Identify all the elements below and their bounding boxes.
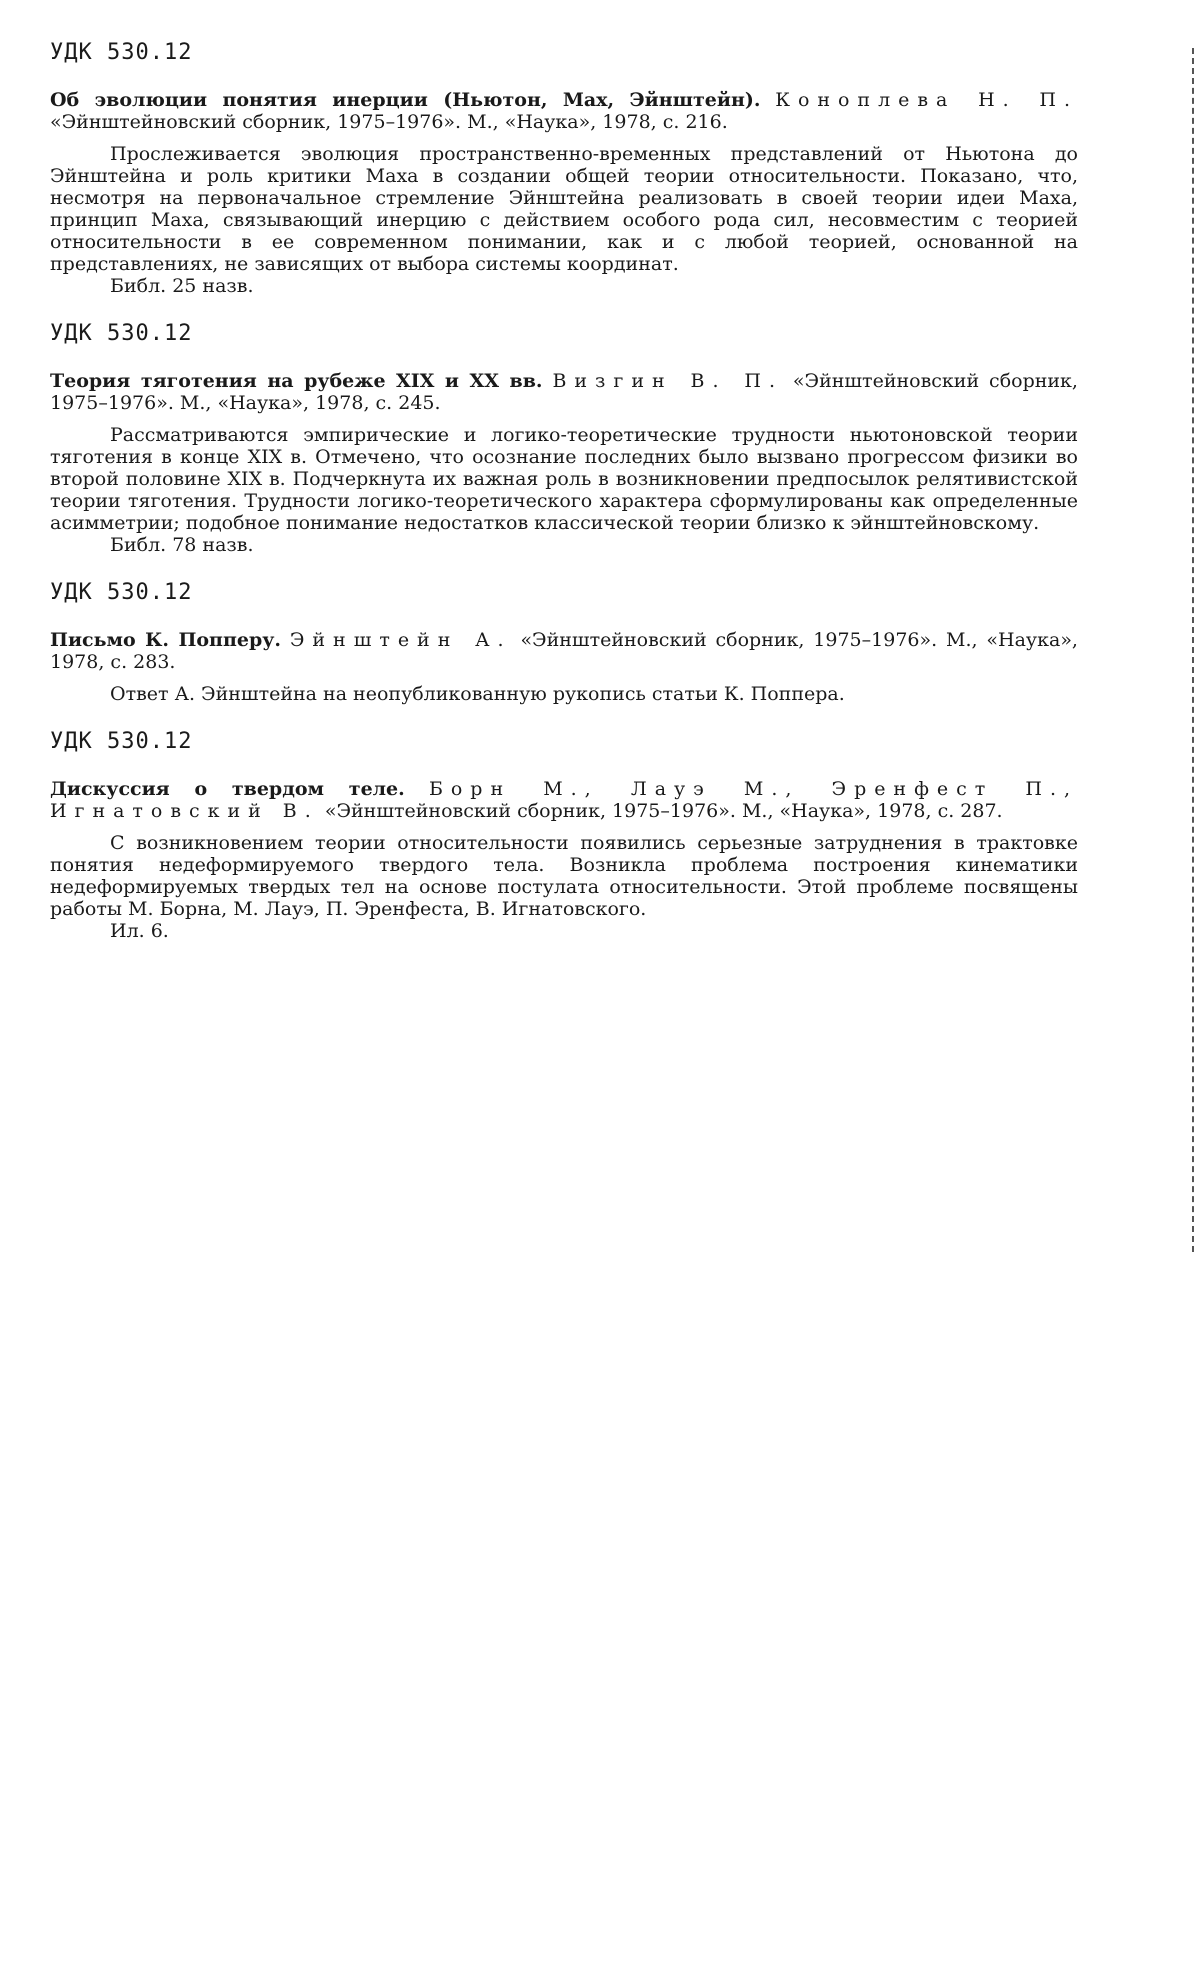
bibliography-note: Библ. 78 назв. [110,534,254,556]
article-authors: Борн М., Лауэ М., Эренфест П., Игнатовский В. [50,778,1078,822]
abstract-card [50,321,1078,556]
bibliography-note: Библ. 25 назв. [110,275,254,297]
abstract-text: Рассматриваются эмпирические и логико-теоретические трудности ньютоновской теории тяготения в конце XIX в. Отмечено, что осознание последних было вызвано прогрессом физики во второй половине XIX в. Подчеркнута их важная роль в возникновении предпосылок релятивистской теории тяготения. Трудности логико-теоретического характера сформулированы как определенные асимметрии; подобное понимание недостатков классической теории близко к эйнштейновскому. [50,424,1078,534]
article-authors: Эйнштейн А. [289,629,512,651]
article-source: «Эйнштейновский сборник, 1975–1976». М., «Наука», 1978, с. 216. [50,111,728,133]
article-title: Дискуссия о твердом теле. [50,778,405,800]
article-source: «Эйнштейновский сборник, 1975–1976». М., «Наука», 1978, с. 283. [50,629,1078,673]
citation [50,370,1078,414]
abstract-text: Ответ А. Эйнштейна на неопубликованную рукопись статьи К. Поппера. [110,683,845,705]
citation [50,629,1078,673]
abstract-text: С возникновением теории относительности появились серьезные затруднения в трактовке понятия недеформируемого твердого тела. Возникла проблема построения кинематики недеформируемых твердых тел на основе постулата относительности. Этой проблеме посвящены работы М. Борна, М. Лауэ, П. Эренфеста, В. Игнатовского. [50,832,1078,920]
illustration-note: Ил. 6. [110,920,169,942]
abstract-card [50,580,1078,705]
article-authors: Визгин В. П. [552,370,783,392]
perforation-cut-line [1192,48,1194,1252]
udc-code: УДК 530.12 [50,729,193,754]
udc-code: УДК 530.12 [50,40,193,65]
article-title: Об эволюции понятия инерции (Ньютон, Мах, Эйнштейн). [50,89,761,111]
abstract-card [50,40,1078,297]
article-source: «Эйнштейновский сборник, 1975–1976». М., «Наука», 1978, с. 287. [324,800,1003,822]
abstract-text: Прослеживается эволюция пространственно-временных представлений от Ньютона до Эйнштейна и роль критики Маха в создании общей теории относительности. Показано, что, несмотря на первоначальное стремление Эйнштейна реализовать в своей теории идеи Маха, принцип Маха, связывающий инерцию с действием особого рода сил, несовместим с теорией относительности в ее современном понимании, как и с любой теорией, основанной на представлениях, не зависящих от выбора системы координат. [50,143,1078,275]
udc-code: УДК 530.12 [50,580,193,605]
article-authors: Коноплева Н. П. [775,89,1078,111]
article-title: Теория тяготения на рубеже XIX и XX вв. [50,370,543,392]
abstract-cards [50,40,1078,966]
article-source: «Эйнштейновский сборник, 1975–1976». М., «Наука», 1978, с. 245. [50,370,1078,414]
citation [50,89,1078,133]
citation [50,778,1078,822]
udc-code: УДК 530.12 [50,321,193,346]
article-title: Письмо К. Попперу. [50,629,282,651]
abstract-card [50,729,1078,942]
